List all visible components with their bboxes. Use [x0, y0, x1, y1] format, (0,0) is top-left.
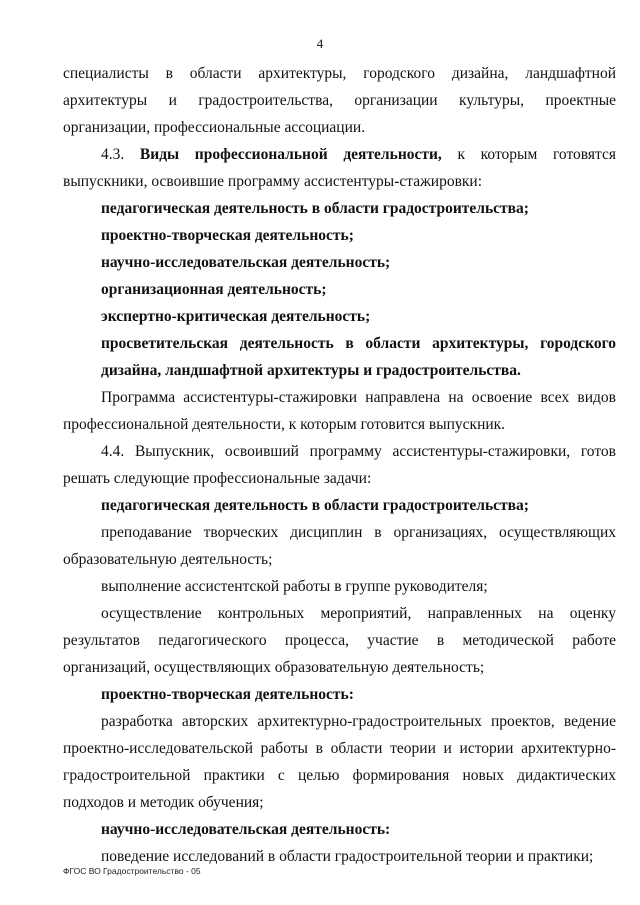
task-authoring-projects: разработка авторских архитектурно-градостроительных проектов, ведение проектно-исследовательской работы в области теории и истории архитектурно-градостроительной практики с целью формирования новых дидактических подходов и методик обучения; [63, 713, 616, 811]
activity-educational: просветительская деятельность в области архитектуры, городского дизайна, ландшафтной архитектуры и градостроительства. [101, 335, 616, 379]
task-assistant-work: выполнение ассистентской работы в группе руководителя; [101, 578, 488, 595]
activity-organizational: организационная деятельность; [101, 281, 327, 298]
activity-project-creative: проектно-творческая деятельность; [101, 227, 354, 244]
task-control-measures: осуществление контрольных мероприятий, направленных на оценку результатов педагогического процесса, участие в методической работе организаций, осуществляющих образовательную деятельность; [63, 605, 616, 676]
footer-text: ФГОС ВО Градостроительство - 05 [63, 866, 201, 876]
document-body [63, 60, 616, 870]
activity-expert-critical: экспертно-критическая деятельность; [101, 308, 371, 325]
task-teaching: преподавание творческих дисциплин в организациях, осуществляющих образовательную деятельность; [63, 524, 616, 568]
page-number: 4 [316, 36, 324, 51]
task-group-project-creative: проектно-творческая деятельность: [101, 686, 354, 703]
paragraph-specialists: специалисты в области архитектуры, городского дизайна, ландшафтной архитектуры и градостроительства, организации культуры, проектные организации, профессиональные ассоциации. [63, 65, 616, 136]
section-4-3-heading [63, 141, 616, 195]
task-conduct-research: поведение исследований в области градостроительной теории и практики; [101, 848, 594, 865]
activity-pedagogical: педагогическая деятельность в области градостроительства; [101, 200, 529, 217]
section-4-3-bold: Виды профессиональной деятельности, [139, 146, 442, 163]
task-group-research: научно-исследовательская деятельность: [101, 821, 391, 838]
section-4-3-number: 4.3. [101, 146, 125, 163]
section-4-4-heading: 4.4. Выпускник, освоивший программу ассистентуры-стажировки, готов решать следующие профессиональные задачи: [63, 443, 616, 487]
section-4-3-rest: к которым готовятся выпускники, освоившие программу ассистентуры-стажировки: [63, 146, 616, 190]
task-group-pedagogical: педагогическая деятельность в области градостроительства; [101, 497, 529, 514]
paragraph-program-aim: Программа ассистентуры-стажировки направлена на освоение всех видов профессиональной деятельности, к которым готовится выпускник. [63, 389, 616, 433]
activity-research: научно-исследовательская деятельность; [101, 254, 391, 271]
